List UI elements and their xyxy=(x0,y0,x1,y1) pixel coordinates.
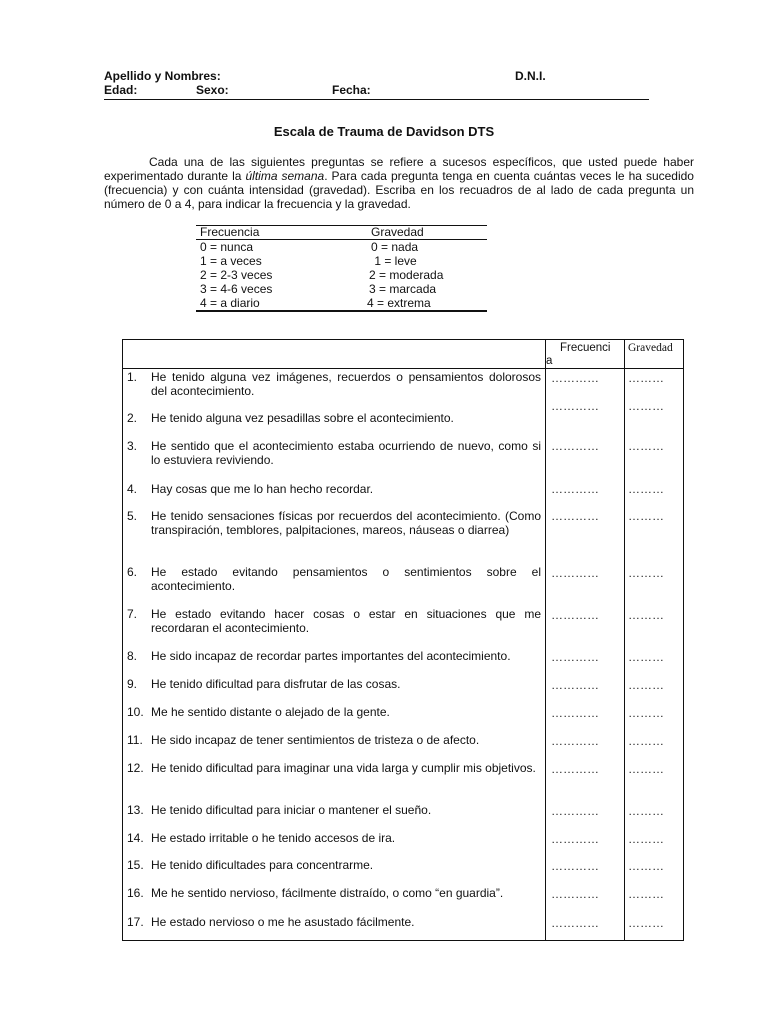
freq-answer-blank[interactable]: ………… xyxy=(551,832,599,846)
header-divider xyxy=(104,99,649,100)
scale-freq-1: 1 = a veces xyxy=(200,254,262,268)
freq-answer-blank[interactable]: ………… xyxy=(551,706,599,720)
question-number: 9. xyxy=(127,677,138,691)
grav-answer-blank[interactable]: ……… xyxy=(628,678,664,692)
question-text: He estado irritable o he tenido accesos de ira. xyxy=(151,831,396,845)
intro-text-2: . Para cada pregunta tenga en cuenta cuántas veces le ha sucedido (frecuencia) y con cuánta intensidad (gravedad). Escriba en los recuadros de al lado de cada pregunta un número de 0 a 4, para indicar la frecuencia y la gravedad. xyxy=(104,169,694,211)
question-text: He tenido dificultad para imaginar una vida larga y cumplir mis objetivos. xyxy=(151,761,536,775)
intro-paragraph xyxy=(104,155,694,211)
question-row xyxy=(127,509,541,537)
question-row xyxy=(127,677,541,691)
question-number: 17. xyxy=(127,915,144,929)
question-row xyxy=(127,411,541,425)
question-number: 4. xyxy=(127,482,138,496)
question-text: He tenido dificultad para iniciar o mantener el sueño. xyxy=(151,803,432,817)
question-text: He sido incapaz de recordar partes importantes del acontecimiento. xyxy=(151,649,511,663)
grav-answer-blank[interactable]: ……… xyxy=(628,371,664,385)
question-number: 10. xyxy=(127,705,144,719)
scale-grav-header: Gravedad xyxy=(371,225,424,239)
col-header-gravedad: Gravedad xyxy=(628,342,673,354)
grav-answer-blank[interactable]: ……… xyxy=(628,706,664,720)
question-row xyxy=(127,915,541,929)
question-row xyxy=(127,370,541,398)
freq-answer-blank[interactable]: ………… xyxy=(551,371,599,385)
freq-answer-blank[interactable]: ………… xyxy=(551,399,599,413)
grav-answer-blank[interactable]: ……… xyxy=(628,762,664,776)
grav-answer-blank[interactable]: ……… xyxy=(628,566,664,580)
scale-freq-3: 3 = 4-6 veces xyxy=(200,282,273,296)
freq-answer-blank[interactable]: ………… xyxy=(551,804,599,818)
freq-answer-blank[interactable]: ………… xyxy=(551,650,599,664)
edad-label: Edad: xyxy=(104,83,138,97)
freq-answer-blank[interactable]: ………… xyxy=(551,916,599,930)
dni-label: D.N.I. xyxy=(515,69,546,83)
scale-grav-1: 1 = leve xyxy=(371,254,417,268)
question-number: 1. xyxy=(127,370,138,384)
question-number: 8. xyxy=(127,649,138,663)
question-row xyxy=(127,565,541,593)
intro-text-1: Cada una de las siguientes preguntas se refiere a sucesos específicos, que usted puede haber experimentado durante la xyxy=(104,155,694,183)
question-row xyxy=(127,439,541,467)
question-text: Me he sentido distante o alejado de la gente. xyxy=(151,705,390,719)
grav-answer-blank[interactable]: ……… xyxy=(628,482,664,496)
scale-bottom-rule xyxy=(196,310,487,312)
page-title: Escala de Trauma de Davidson DTS xyxy=(273,124,495,139)
question-text: Me he sentido nervioso, fácilmente distraído, o como “en guardia”. xyxy=(151,886,504,900)
grav-answer-blank[interactable]: ……… xyxy=(628,887,664,901)
freq-answer-blank[interactable]: ………… xyxy=(551,608,599,622)
question-text: He estado evitando hacer cosas o estar en situaciones que me recordaran el acontecimiento. xyxy=(151,607,541,635)
question-row xyxy=(127,482,541,496)
question-text: He estado evitando pensamientos o sentimientos sobre el acontecimiento. xyxy=(151,565,541,593)
question-text: He sido incapaz de tener sentimientos de tristeza o de afecto. xyxy=(151,733,480,747)
question-number: 14. xyxy=(127,831,144,845)
question-number: 15. xyxy=(127,858,144,872)
scale-grav-2: 2 = moderada xyxy=(369,268,444,282)
freq-answer-blank[interactable]: ………… xyxy=(551,859,599,873)
sexo-label: Sexo: xyxy=(196,83,229,97)
question-row xyxy=(127,607,541,635)
question-number: 12. xyxy=(127,761,144,775)
col-header-frecuencia xyxy=(546,342,611,368)
question-row xyxy=(127,733,541,747)
scale-freq-header: Frecuencia xyxy=(200,225,260,239)
question-number: 7. xyxy=(127,607,138,621)
grav-answer-blank[interactable]: ……… xyxy=(628,832,664,846)
question-row xyxy=(127,858,541,872)
grav-answer-blank[interactable]: ……… xyxy=(628,734,664,748)
questions-table xyxy=(122,339,684,941)
question-number: 11. xyxy=(127,733,143,747)
freq-answer-blank[interactable]: ………… xyxy=(551,887,599,901)
freq-answer-blank[interactable]: ………… xyxy=(551,762,599,776)
question-row xyxy=(127,831,541,845)
question-row xyxy=(127,886,541,900)
freq-answer-blank[interactable]: ………… xyxy=(551,439,599,453)
question-text: He tenido dificultad para disfrutar de las cosas. xyxy=(151,677,401,691)
table-divider-freq xyxy=(545,340,546,940)
question-number: 16. xyxy=(127,886,144,900)
question-number: 6. xyxy=(127,565,138,579)
question-number: 13. xyxy=(127,803,144,817)
grav-answer-blank[interactable]: ……… xyxy=(628,439,664,453)
intro-emphasis: última semana xyxy=(245,169,325,183)
scale-freq-2: 2 = 2-3 veces xyxy=(200,268,273,282)
freq-answer-blank[interactable]: ………… xyxy=(551,678,599,692)
grav-answer-blank[interactable]: ……… xyxy=(628,916,664,930)
freq-answer-blank[interactable]: ………… xyxy=(551,482,599,496)
question-row xyxy=(127,803,541,817)
freq-answer-blank[interactable]: ………… xyxy=(551,509,599,523)
question-text: He sentido que el acontecimiento estaba ocurriendo de nuevo, como si lo estuviera reviviendo. xyxy=(151,439,541,467)
grav-answer-blank[interactable]: ……… xyxy=(628,608,664,622)
col-header-frecuencia-line2: a xyxy=(546,355,553,367)
question-row xyxy=(127,761,541,775)
scale-freq-0: 0 = nunca xyxy=(200,240,254,254)
apellido-label: Apellido y Nombres: xyxy=(104,69,221,83)
question-number: 3. xyxy=(127,439,138,453)
col-header-frecuencia-line1: Frecuenci xyxy=(560,342,611,354)
fecha-label: Fecha: xyxy=(332,83,371,97)
grav-answer-blank[interactable]: ……… xyxy=(628,859,664,873)
question-row xyxy=(127,705,541,719)
grav-answer-blank[interactable]: ……… xyxy=(628,509,664,523)
question-text: Hay cosas que me lo han hecho recordar. xyxy=(151,482,374,496)
question-number: 2. xyxy=(127,411,138,425)
question-text: He tenido dificultades para concentrarme. xyxy=(151,858,374,872)
question-text: He tenido alguna vez pesadillas sobre el acontecimiento. xyxy=(151,411,454,425)
grav-answer-blank[interactable]: ……… xyxy=(628,804,664,818)
grav-answer-blank[interactable]: ……… xyxy=(628,399,664,413)
scale-grav-4: 4 = extrema xyxy=(367,296,431,310)
freq-answer-blank[interactable]: ………… xyxy=(551,566,599,580)
scale-grav-0: 0 = nada xyxy=(371,240,419,254)
question-number: 5. xyxy=(127,509,138,523)
freq-answer-blank[interactable]: ………… xyxy=(551,734,599,748)
table-header-rule xyxy=(123,368,683,369)
question-text: He tenido alguna vez imágenes, recuerdos o pensamientos dolorosos del acontecimiento. xyxy=(151,370,541,398)
scale-grav-3: 3 = marcada xyxy=(369,282,437,296)
table-divider-grav xyxy=(624,340,625,940)
scale-freq-4: 4 = a diario xyxy=(200,296,260,310)
grav-answer-blank[interactable]: ……… xyxy=(628,650,664,664)
question-text: He tenido sensaciones físicas por recuerdos del acontecimiento. (Como transpiración, temblores, palpitaciones, mareos, náuseas o diarrea) xyxy=(151,509,541,537)
question-row xyxy=(127,649,541,663)
question-text: He estado nervioso o me he asustado fácilmente. xyxy=(151,915,415,929)
